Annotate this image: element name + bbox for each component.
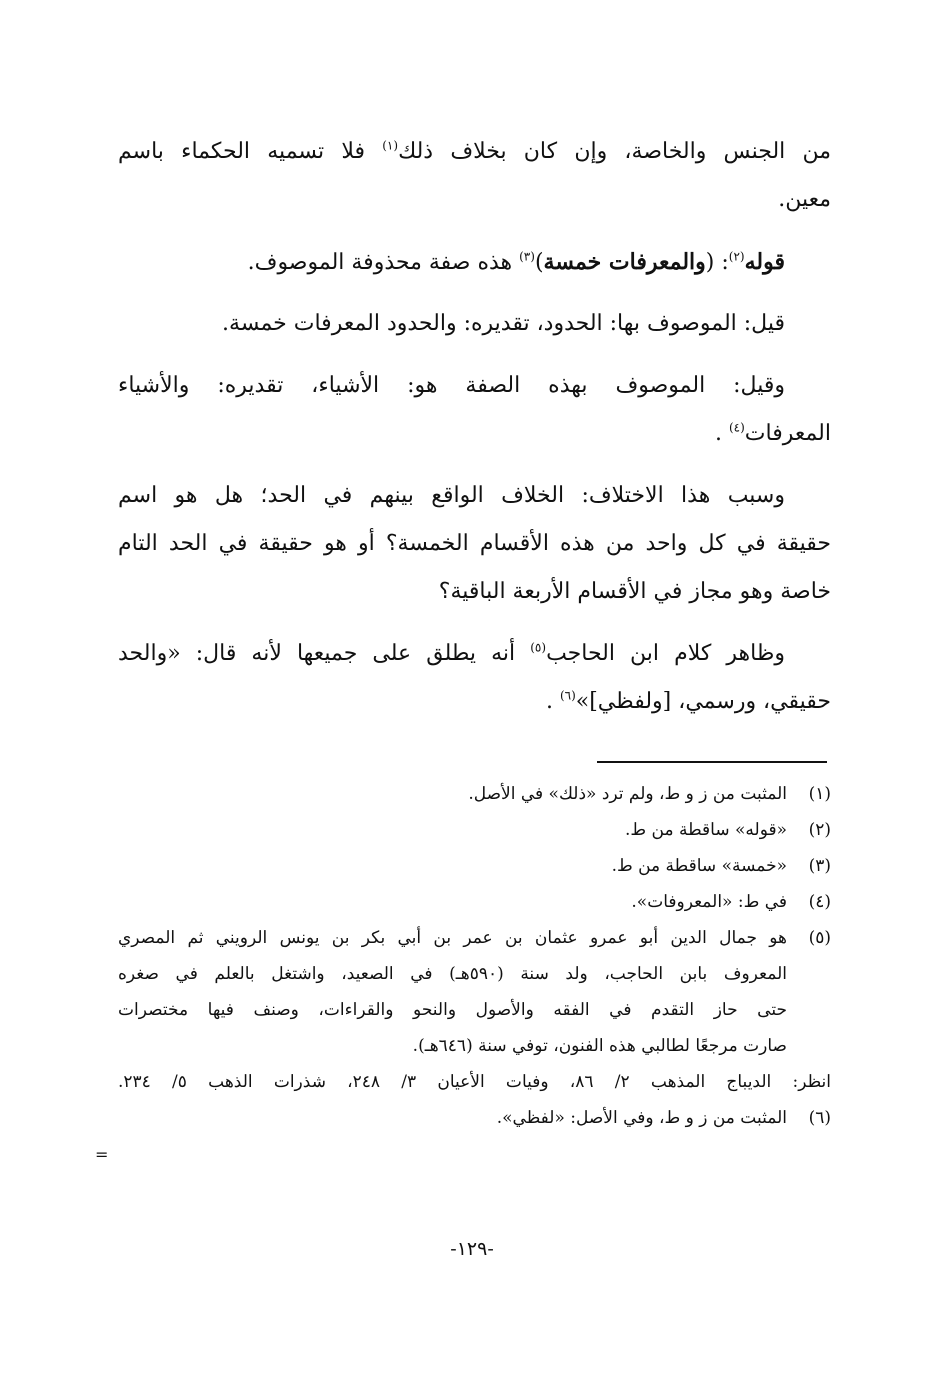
footnote-ref-5[interactable]: (٥) (530, 640, 547, 655)
paragraph-5-line-2: حقيقة في كل واحد من هذه الأقسام الخمسة؟ أو هو حقيقة في الحد التام (118, 531, 831, 556)
footnote-ref-6[interactable]: (٦) (559, 688, 576, 703)
footnotes (118, 776, 831, 1136)
footnote-text: في ط: «المعروفات». (631, 892, 787, 912)
footnote-2 (118, 812, 831, 848)
footnote-6 (118, 1100, 831, 1136)
footnote-ref-3[interactable]: (٣) (519, 249, 535, 264)
main-text (118, 128, 831, 726)
paragraph-1-line-2: معين. (778, 187, 831, 212)
text-segment: من الجنس والخاصة، وإن كان بخلاف ذلك (398, 139, 832, 164)
footnote-ref-2[interactable]: (٢) (728, 249, 745, 264)
text-segment: . (545, 689, 560, 714)
text-segment: وظاهر كلام ابن الحاجب (546, 641, 785, 666)
footnote-1 (118, 776, 831, 812)
footnote-ref-4[interactable]: (٤) (728, 420, 745, 435)
text-segment: أنه يطلق على جميعها لأنه قال: «والحد (118, 641, 531, 666)
footnote-5 (118, 920, 831, 1064)
footnote-number: (٥) (808, 928, 831, 948)
footnote-ref-1[interactable]: (١) (382, 138, 399, 153)
footnote-text: المثبت من ز و ط، وفي الأصل: «لفظي». (496, 1108, 787, 1128)
footnote-text: هو جمال الدين أبو عمرو عثمان بن عمر بن أبي بكر بن يونس الرويني ثم المصري (118, 928, 787, 948)
footnote-text: المثبت من ز و ط، ولم ترد «ذلك» في الأصل. (468, 784, 787, 804)
text-segment: ) (534, 250, 544, 275)
footnote-text: «خمسة» ساقطة من ط. (611, 856, 787, 876)
footnote-separator (597, 761, 827, 763)
text-segment: . (714, 421, 729, 446)
footnote-number: (٦) (808, 1108, 831, 1128)
text-segment: المعرفات (744, 421, 831, 446)
text-segment: حقيقي، ورسمي، [ولفظي]» (575, 689, 831, 714)
paragraph-4-line-1: وقيل: الموصوف بهذه الصفة هو: الأشياء، تقديره: والأشياء (118, 373, 785, 398)
paragraph-1-line-1 (118, 128, 831, 176)
keyword-qawluh: قوله (744, 249, 785, 275)
text-segment: هذه صفة محذوفة الموصوف. (247, 250, 520, 275)
text-segment: فلا تسميه الحكماء باسم (118, 139, 383, 164)
footnote-5-sources (118, 1064, 831, 1100)
margin-mark: = (95, 1145, 109, 1164)
footnote-text: حتى حاز التقدم في الفقه والأصول والنحو والقراءات، وصنف فيها مختصرات (118, 1000, 787, 1020)
footnote-number: (٣) (808, 856, 831, 876)
footnote-number: (١) (808, 784, 831, 804)
footnote-number: (٢) (808, 820, 831, 840)
paragraph-2 (118, 238, 831, 286)
footnote-3 (118, 848, 831, 884)
paragraph-5-line-1: وسبب هذا الاختلاف: الخلاف الواقع بينهم في الحد؛ هل هو اسم (118, 483, 785, 508)
footnote-number: (٤) (808, 892, 831, 912)
footnote-text: «قوله» ساقطة من ط. (625, 820, 787, 840)
footnote-text: انظر: الديباج المذهب ٢/ ٨٦، وفيات الأعيان ٣/ ٢٤٨، شذرات الذهب ٥/ ٢٣٤. (118, 1072, 831, 1092)
footnote-text: صارت مرجعًا لطالبي هذه الفنون، توفي سنة (٦٤٦هـ). (412, 1036, 787, 1056)
footnote-4 (118, 884, 831, 920)
paragraph-6-line-1 (118, 630, 831, 678)
paragraph-6-line-2 (118, 678, 831, 726)
text-segment: : ( (705, 250, 729, 275)
quoted-matn: والمعرفات خمسة (543, 249, 706, 275)
paragraph-5-line-3: خاصة وهو مجاز في الأقسام الأربعة الباقية؟ (438, 579, 831, 604)
page-number: -١٢٩- (450, 1238, 494, 1260)
paragraph-3: قيل: الموصوف بها: الحدود، تقديره: والحدود المعرفات خمسة. (222, 311, 785, 336)
paragraph-4-line-2 (118, 410, 831, 458)
footnote-text: المعروف بابن الحاجب، ولد سنة (٥٩٠هـ) في الصعيد، واشتغل بالعلم في صغره (118, 964, 787, 984)
